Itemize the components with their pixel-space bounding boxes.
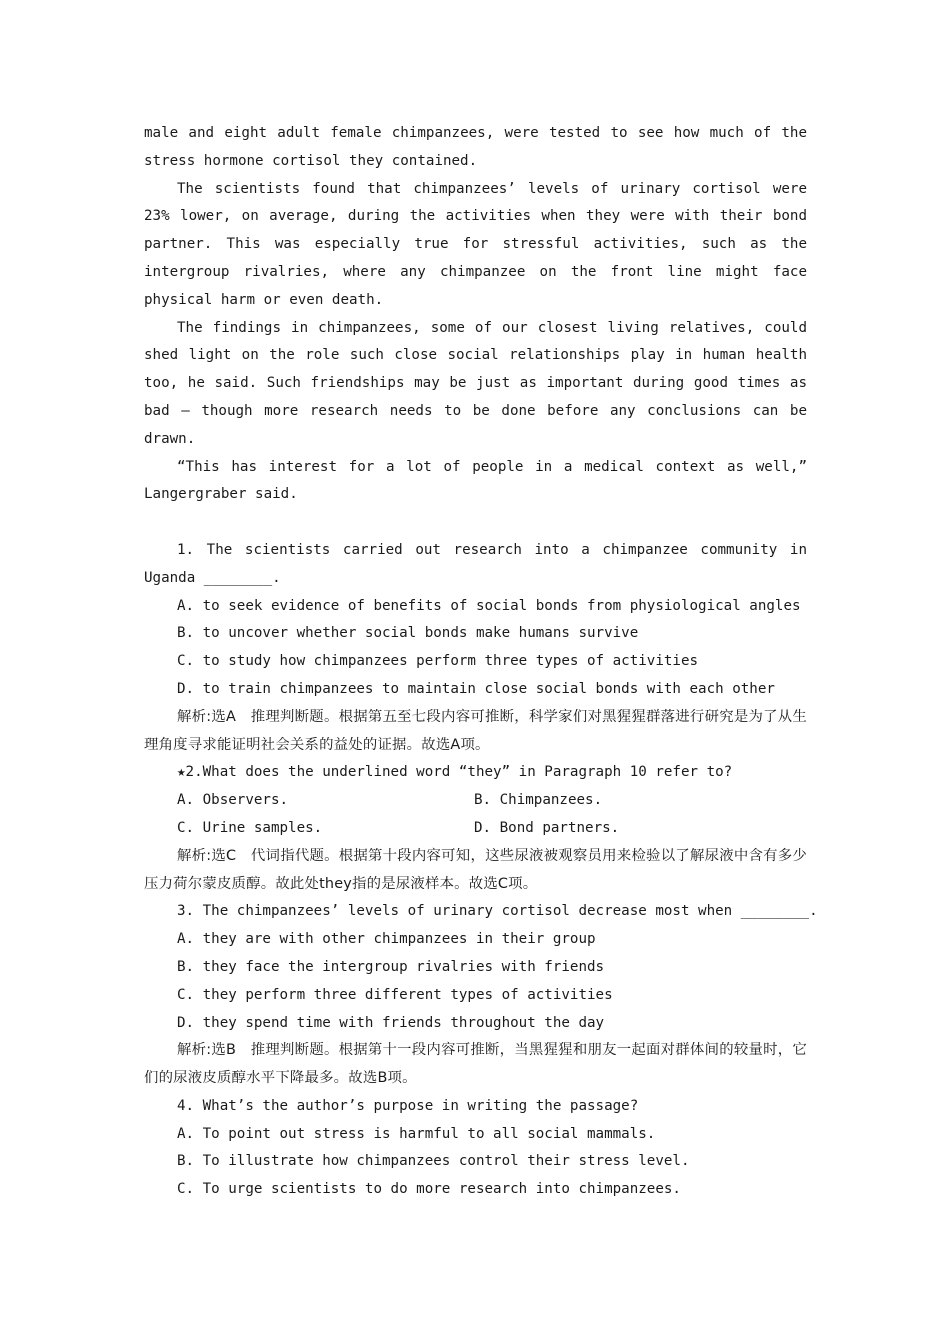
question-1-explanation: 解析:选A 推理判断题。根据第五至七段内容可推断，科学家们对黑猩猩群落进行研究是为了从生理角度寻求能证明社会关系的益处的证据。故选A项。	[144, 708, 807, 753]
question-2-stem: ★2.What does the underlined word “they” in Paragraph 10 refer to?	[177, 764, 733, 781]
question-2-explanation: 解析:选C 代词指代题。根据第十段内容可知，这些尿液被观察员用来检验以了解尿液中含有多少压力荷尔蒙皮质醇。故此处they指的是尿液样本。故选C项。	[144, 847, 807, 892]
question-4-option-a: A. To point out stress is harmful to all social mammals.	[177, 1125, 656, 1142]
question-3-stem: 3. The chimpanzees’ levels of urinary cortisol decrease most when ________.	[177, 903, 818, 920]
passage-paragraph-2: The scientists found that chimpanzees’ levels of urinary cortisol were 23% lower, on average, during the activities when they were with their bond partner. This was especially true for stressful activities, such as the intergroup rivalries, where any chimpanzee on the front line might face physical harm or even death.	[144, 180, 807, 308]
document-page	[144, 120, 818, 1204]
question-2-option-b: B. Chimpanzees.	[474, 792, 603, 809]
question-2-option-a: A. Observers.	[177, 792, 289, 809]
question-1-option-d: D. to train chimpanzees to maintain close social bonds with each other	[177, 680, 775, 697]
question-4-option-c: C. To urge scientists to do more research into chimpanzees.	[177, 1181, 681, 1198]
question-3-explanation: 解析:选B 推理判断题。根据第十一段内容可推断，当黑猩猩和朋友一起面对群体间的较量时，它们的尿液皮质醇水平下降最多。故选B项。	[144, 1042, 807, 1087]
question-3-option-d: D. they spend time with friends throughout the day	[177, 1014, 605, 1031]
question-4-stem: 4. What’s the author’s purpose in writing the passage?	[177, 1097, 639, 1114]
question-4-option-b: B. To illustrate how chimpanzees control their stress level.	[177, 1153, 690, 1170]
passage-paragraph-4: “This has interest for a lot of people in a medical context as well,” Langergraber said.	[144, 458, 807, 503]
question-1-stem: 1. The scientists carried out research into a chimpanzee community in Uganda ________.	[144, 541, 807, 586]
question-3-option-a: A. they are with other chimpanzees in their group	[177, 931, 596, 948]
question-2-options-row-1	[144, 787, 807, 815]
question-1-option-a: A. to seek evidence of benefits of social bonds from physiological angles	[177, 597, 801, 614]
question-3-option-b: B. they face the intergroup rivalries with friends	[177, 958, 605, 975]
question-2-option-c: C. Urine samples.	[177, 819, 323, 836]
question-1-option-b: B. to uncover whether social bonds make humans survive	[177, 625, 639, 642]
question-3-option-c: C. they perform three different types of activities	[177, 986, 613, 1003]
passage-paragraph-3: The findings in chimpanzees, some of our closest living relatives, could shed light on the role such close social relationships play in human health too, he said. Such friendships may be just as important during good times as bad — though more research needs to be done before any conclusions can be drawn.	[144, 319, 807, 447]
question-2-option-d: D. Bond partners.	[474, 819, 620, 836]
section-gap	[144, 509, 807, 537]
passage-paragraph-1: male and eight adult female chimpanzees, were tested to see how much of the stress hormone cortisol they contained.	[144, 125, 807, 169]
question-2-options-row-2	[144, 815, 807, 843]
question-1-option-c: C. to study how chimpanzees perform three types of activities	[177, 653, 699, 670]
